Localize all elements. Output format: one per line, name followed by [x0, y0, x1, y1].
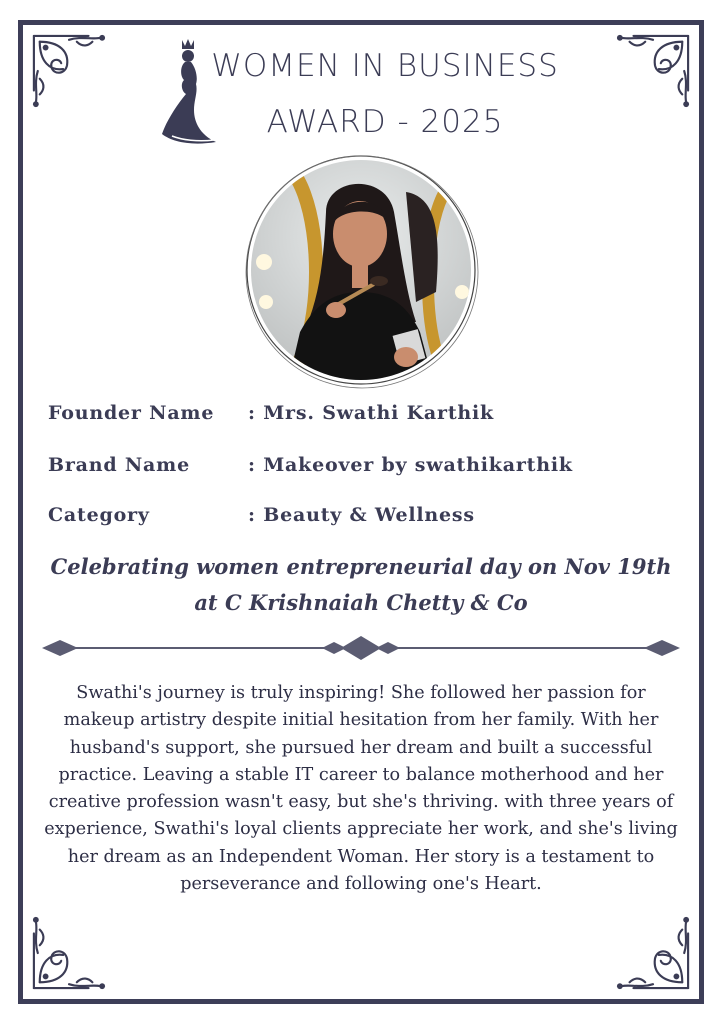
award-title-line-2: AWARD - 2025	[266, 104, 504, 140]
ornamental-divider-icon	[40, 634, 682, 662]
celebration-line-1: Celebrating women entrepreneurial day on Nov 19th	[50, 554, 672, 579]
portrait-photo	[236, 152, 486, 392]
category-value: : Beauty & Wellness	[248, 504, 475, 526]
corner-ornament-bottom-right-icon	[614, 914, 692, 992]
category-label: Category	[48, 504, 150, 526]
brand-name-value: : Makeover by swathikarthik	[248, 454, 573, 476]
crowned-woman-silhouette-icon	[158, 36, 218, 148]
founder-name-label: Founder Name	[48, 402, 215, 424]
corner-ornament-top-right-icon	[614, 32, 692, 110]
brand-name-label: Brand Name	[48, 454, 190, 476]
award-title-line-1: WOMEN IN BUSINESS	[211, 48, 559, 84]
story-paragraph: Swathi's journey is truly inspiring! She followed her passion for makeup artistry despite initial hesitation from her family. With her husband's support, she pursued her dream and built a successful practice. Leaving a stable IT career to balance motherhood and her creative profession wasn't easy, but she's thriving. with three years of experience, Swathi's loyal clients appreciate her work, and she's living her dream as an Independent Woman. Her story is a testament to perseverance and following one's Heart.	[44, 683, 678, 895]
founder-name-value: : Mrs. Swathi Karthik	[248, 402, 495, 424]
corner-ornament-bottom-left-icon	[30, 914, 108, 992]
celebration-line-2: at C Krishnaiah Chetty & Co	[194, 590, 528, 615]
corner-ornament-top-left-icon	[30, 32, 108, 110]
